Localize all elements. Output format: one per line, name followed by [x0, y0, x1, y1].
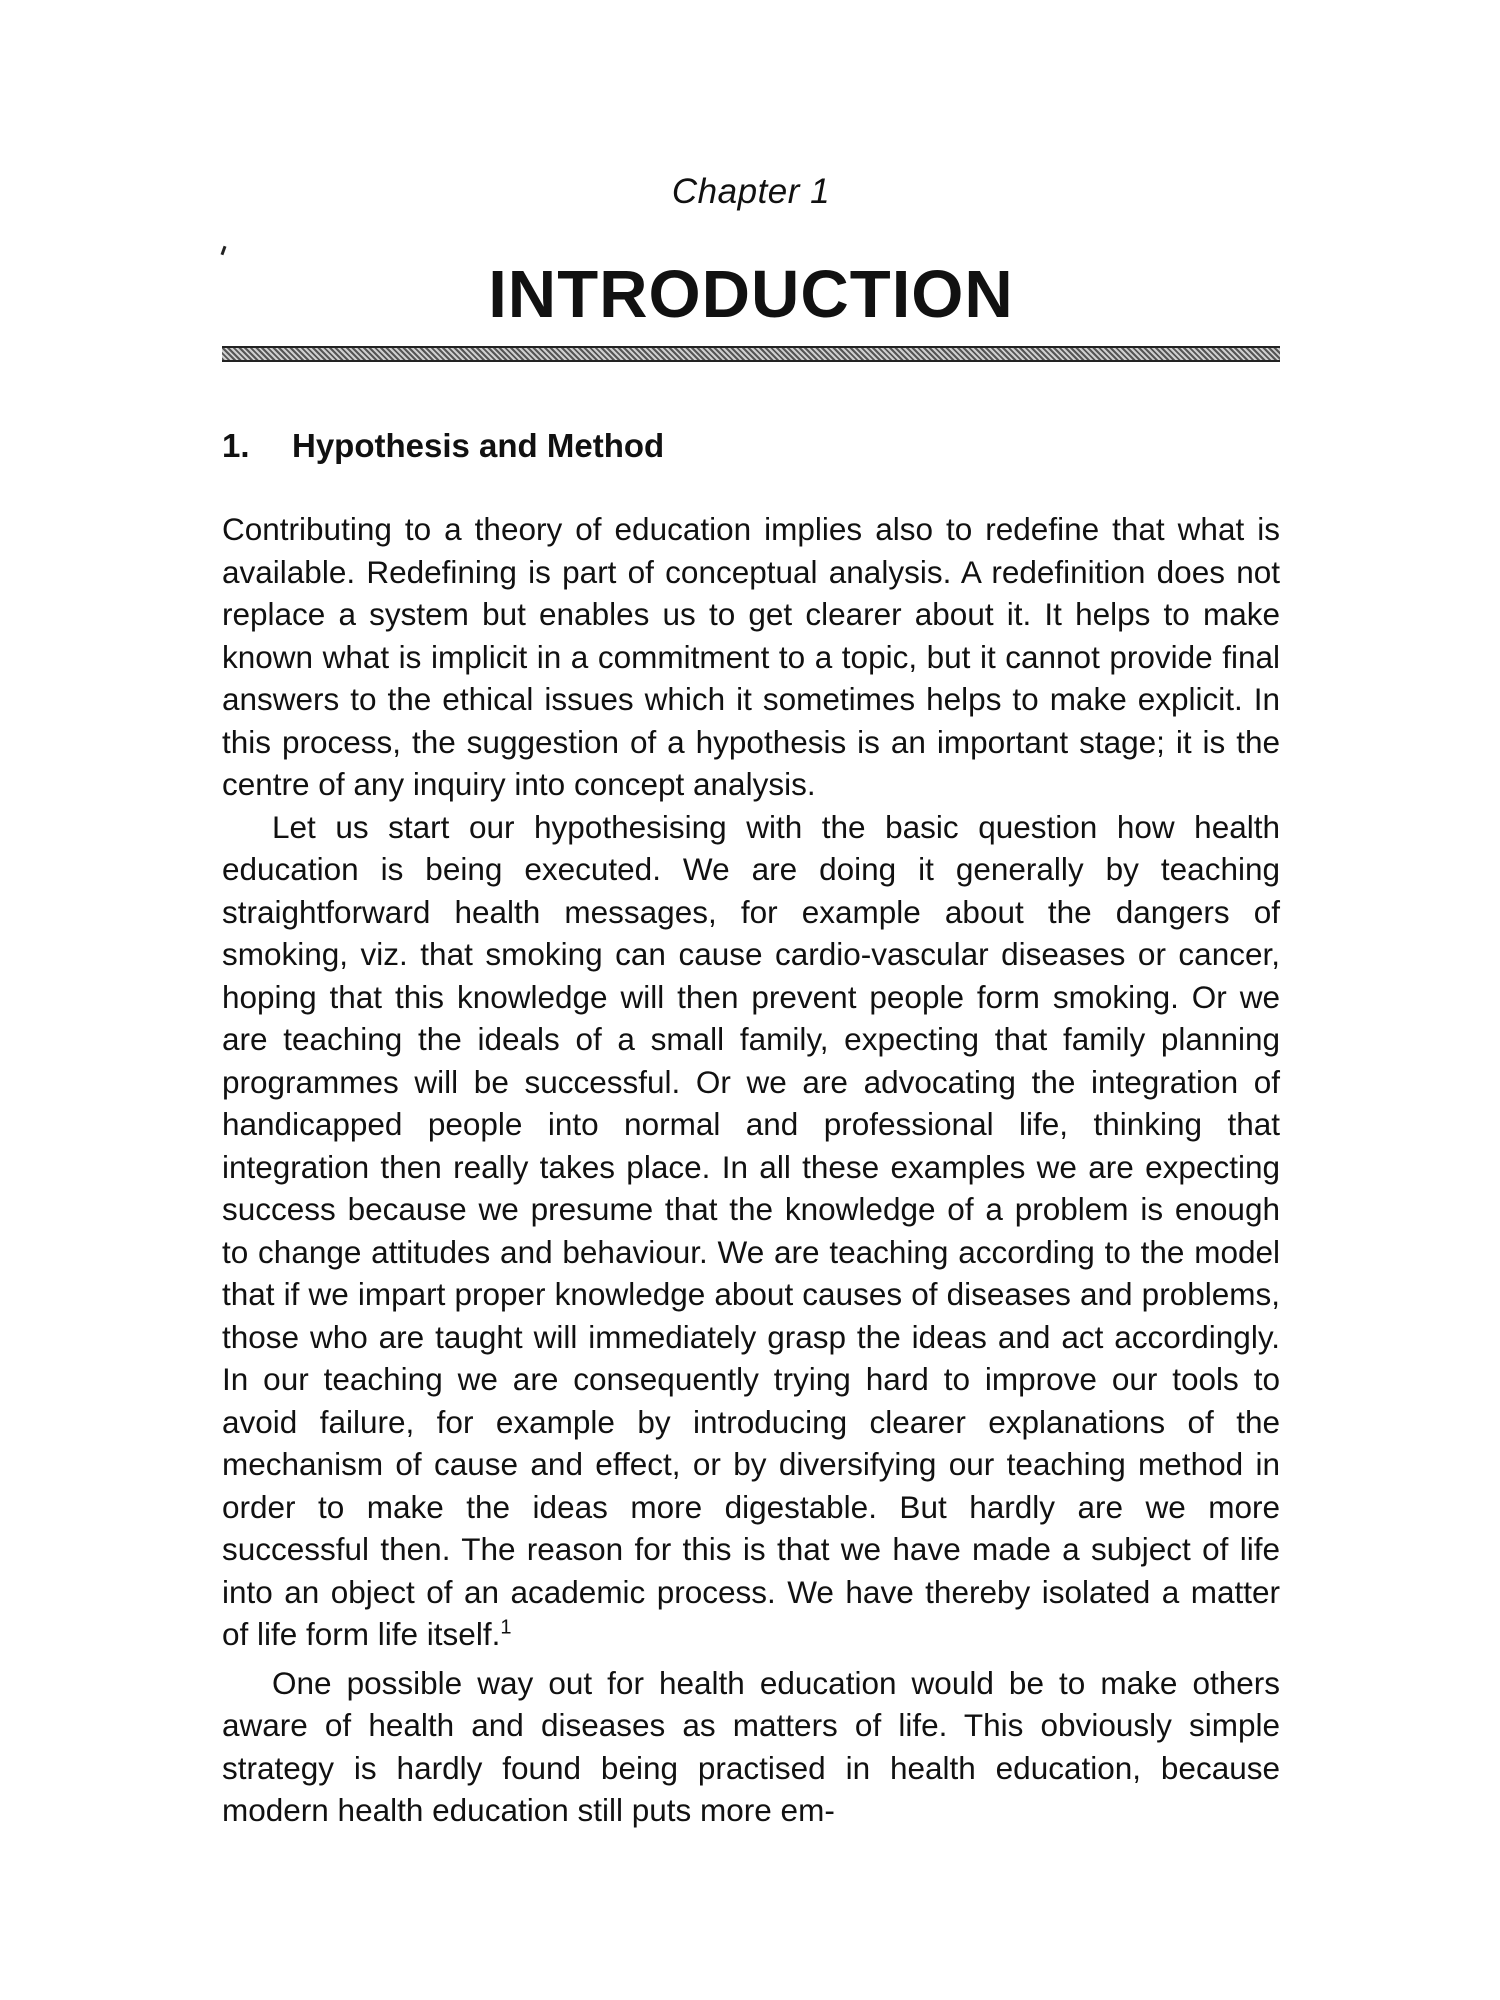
footnote-marker: 1: [500, 1616, 512, 1639]
paragraph-2-text: Let us start our hypothesising with the basic question how health education is being executed. We are doing it generally by teaching straightforward health messages, for example about the dangers of smoking, viz. that smoking can cause cardio-vascular diseases or cancer, hoping that this knowledge will then prevent people form smoking. Or we are teaching the ideals of a small family, expecting that family planning programmes will be successful. Or we are advocating the integration of handicapped people into normal and professional life, thinking that integration then really takes place. In all these examples we are expecting success because we presume that the knowledge of a problem is enough to change attitudes and behaviour. We are teaching according to the model that if we impart proper knowledge about causes of diseases and problems, those who are taught will immediately grasp the ideas and act accordingly. In our teaching we are consequently trying hard to improve our tools to avoid failure, for example by introducing clearer explanations of the mechanism of cause and effect, or by diversifying our teaching method in order to make the ideas more digestable. But hardly are we more successful then. The reason for this is that we have made a subject of life into an object of an academic process. We have thereby isolated a matter of life form life itself.: [222, 808, 1280, 1652]
paragraph-2: [222, 806, 1280, 1656]
chapter-label: Chapter 1: [671, 172, 831, 211]
stray-ink-mark: [221, 246, 227, 255]
section-heading: [222, 424, 664, 468]
section-number: 1.: [222, 427, 250, 464]
title-divider-rule: [222, 346, 1280, 362]
chapter-title: INTRODUCTION: [488, 257, 1014, 332]
section-title: Hypothesis and Method: [292, 427, 665, 464]
paragraph-1: Contributing to a theory of education implies also to redefine that what is available. Redefining is part of conceptual analysis. A redefinition does not replace a system but enables us to get clearer about it. It helps to make known what is implicit in a commitment to a topic, but it cannot provide final answers to the ethical issues which it sometimes helps to make explicit. In this process, the suggestion of a hypothesis is an important stage; it is the centre of any inquiry into concept analysis.: [222, 511, 1280, 802]
body-text: [222, 508, 1280, 1832]
book-page: [222, 0, 1280, 2000]
paragraph-3: One possible way out for health education would be to make others aware of health and diseases as matters of life. This obviously simple strategy is hardly found being practised in health education, because modern health education still puts more em-: [222, 1664, 1280, 1828]
